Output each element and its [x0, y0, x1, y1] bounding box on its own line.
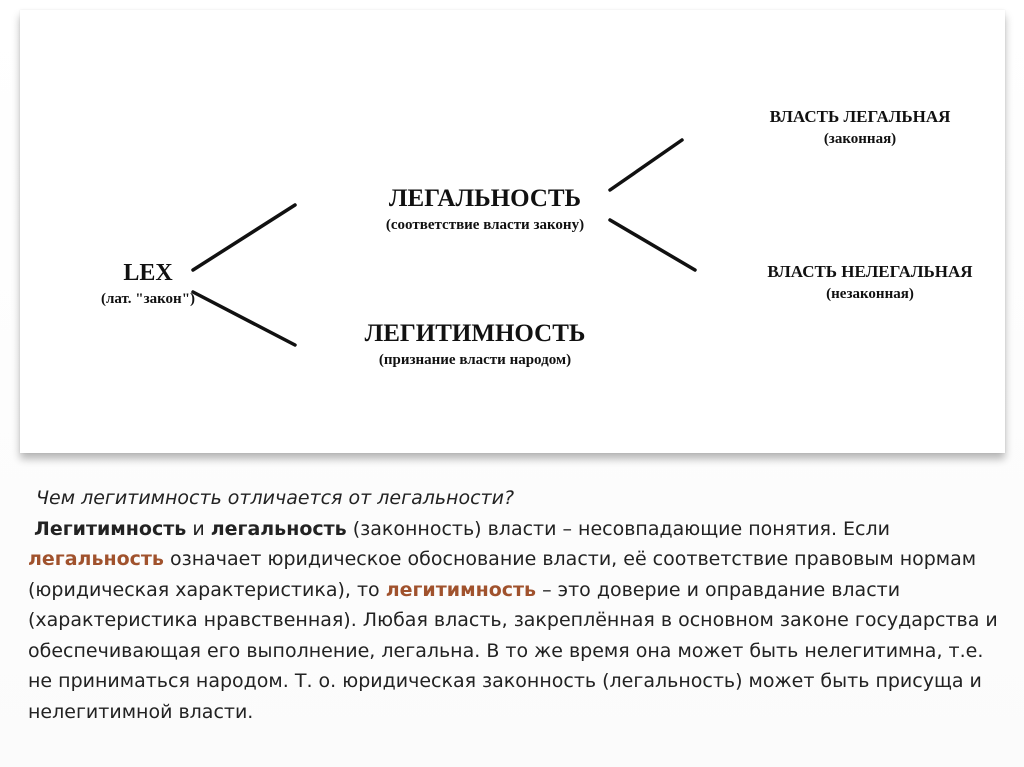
question-heading: Чем легитимность отличается от легальности?: [36, 487, 515, 509]
node-illegal-power: [715, 262, 1024, 303]
node-legal-power-subtitle: (законная): [823, 131, 897, 147]
term-legality: легальность: [210, 517, 347, 540]
node-legitimacy: [315, 320, 635, 369]
node-lex: [68, 260, 228, 308]
text-part-3: – это доверие и оправдание власти (характеристика нравственная). Любая власть, закреплённая в основном законе государства и обеспечивающая его выполнение, легальна. В то же время она может быть нелегитимна, т.е. не приниматься народом. Т. о. юридическая законность (легальность) может быть присуща и нелегитимной власти.: [28, 578, 998, 723]
node-legality: [320, 185, 650, 234]
text-part-1: (законность) власти – несовпадающие понятия. Если: [346, 517, 890, 540]
node-legal-power: [715, 107, 1005, 148]
accent-legitimacy: легитимность: [385, 578, 537, 601]
body-paragraph: [28, 514, 1003, 728]
accent-legality: легальность: [28, 548, 164, 570]
connector-legality-legal: [610, 140, 682, 190]
text-and: и: [186, 517, 211, 540]
text-part-2: означает юридическое обоснование власти, её соответствие правовым нормам (юридическая характеристика), то: [28, 548, 977, 601]
node-lex-subtitle: (лат. "закон"): [100, 291, 196, 307]
node-legitimacy-title: ЛЕГИТИМНОСТЬ: [364, 320, 586, 347]
node-illegal-power-subtitle: (незаконная): [826, 286, 914, 302]
node-legality-subtitle: (соответствие власти закону): [385, 217, 585, 233]
explanation-text: [28, 483, 1003, 727]
node-legitimacy-subtitle: (признание власти народом): [378, 352, 572, 368]
node-legality-title: ЛЕГАЛЬНОСТЬ: [388, 185, 582, 212]
node-lex-title: LEX: [123, 260, 173, 286]
node-legal-power-title: ВЛАСТЬ ЛЕГАЛЬНАЯ: [769, 107, 951, 126]
node-illegal-power-title: ВЛАСТЬ НЕЛЕГАЛЬНАЯ: [767, 262, 973, 281]
diagram-panel: [20, 10, 1005, 453]
term-legitimacy: Легитимность: [34, 517, 187, 540]
